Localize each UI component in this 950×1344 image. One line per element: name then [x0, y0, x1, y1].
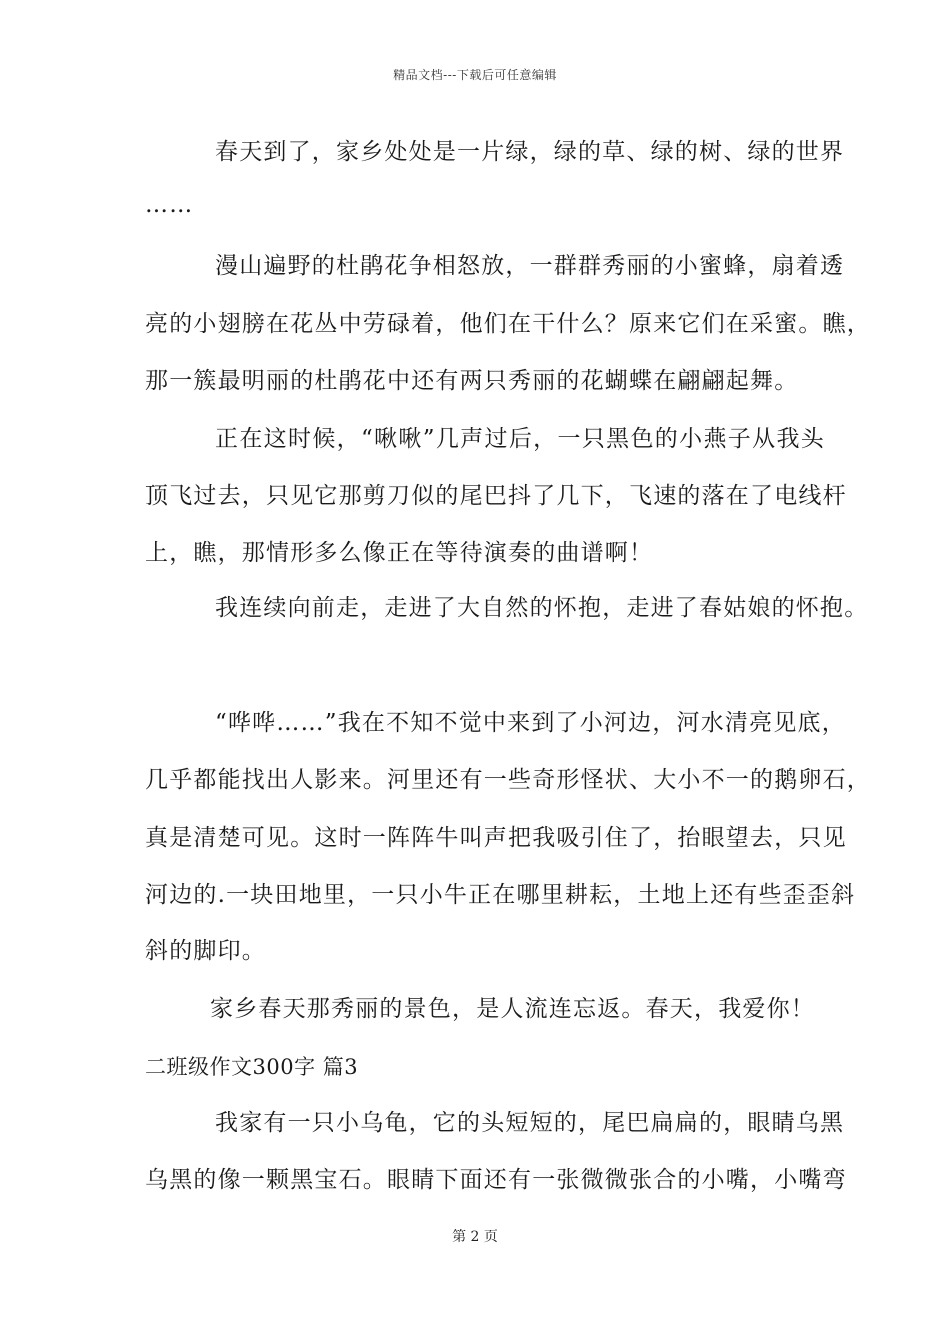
paragraph-1-line-2: ……: [145, 192, 194, 218]
paragraph-5-line-3: 真是清楚可见。这时一阵阵牛叫声把我吸引住了，抬眼望去，只见: [145, 825, 847, 851]
paragraph-3-line-2: 顶飞过去，只见它那剪刀似的尾巴抖了几下，飞速的落在了电线杆: [145, 483, 847, 509]
paragraph-2-line-3: 那一簇最明丽的杜鹃花中还有两只秀丽的花蝴蝶在翩翩起舞。: [145, 368, 799, 394]
paragraph-1-line-1: 春天到了，家乡处处是一片绿，绿的草、绿的树、绿的世界: [215, 139, 845, 165]
paragraph-2-line-2: 亮的小翅膀在花丛中劳碌着，他们在干什么？原来它们在采蜜。瞧，: [145, 311, 871, 337]
page-number: 第 2 页: [452, 1229, 498, 1245]
paragraph-5-line-2: 几乎都能找出人影来。河里还有一些奇形怪状、大小不一的鹅卵石，: [145, 767, 871, 793]
paragraph-7-line-2: 乌黑的像一颗黑宝石。眼睛下面还有一张微微张合的小嘴，小嘴弯: [145, 1167, 847, 1193]
paragraph-3-line-3: 上，瞧，那情形多么像正在等待演奏的曲谱啊！: [145, 540, 654, 566]
paragraph-2-line-1: 漫山遍野的杜鹃花争相怒放，一群群秀丽的小蜜蜂，扇着透: [215, 253, 845, 279]
paragraph-5-line-4: 河边的.一块田地里，一只小牛正在哪里耕耘，土地上还有些歪歪斜: [145, 882, 856, 908]
paragraph-5-line-5: 斜的脚印。: [145, 938, 266, 964]
paragraph-6-line-1: 家乡春天那秀丽的景色，是人流连忘返。春天，我爱你！: [210, 996, 815, 1022]
paragraph-3-line-1: 正在这时候，“啾啾”几声过后，一只黑色的小燕子从我头: [215, 426, 825, 452]
section-heading: 二班级作文300字 篇3: [145, 1055, 359, 1079]
page-header: 精品文档---下载后可任意编辑: [393, 68, 557, 82]
paragraph-4-line-1: 我连续向前走，走进了大自然的怀抱，走进了春姑娘的怀抱。: [215, 595, 869, 621]
paragraph-5-line-1: “哗哗……”我在不知不觉中来到了小河边，河水清亮见底，: [215, 710, 846, 736]
paragraph-7-line-1: 我家有一只小乌龟，它的头短短的，尾巴扁扁的，眼睛乌黑: [215, 1110, 845, 1136]
